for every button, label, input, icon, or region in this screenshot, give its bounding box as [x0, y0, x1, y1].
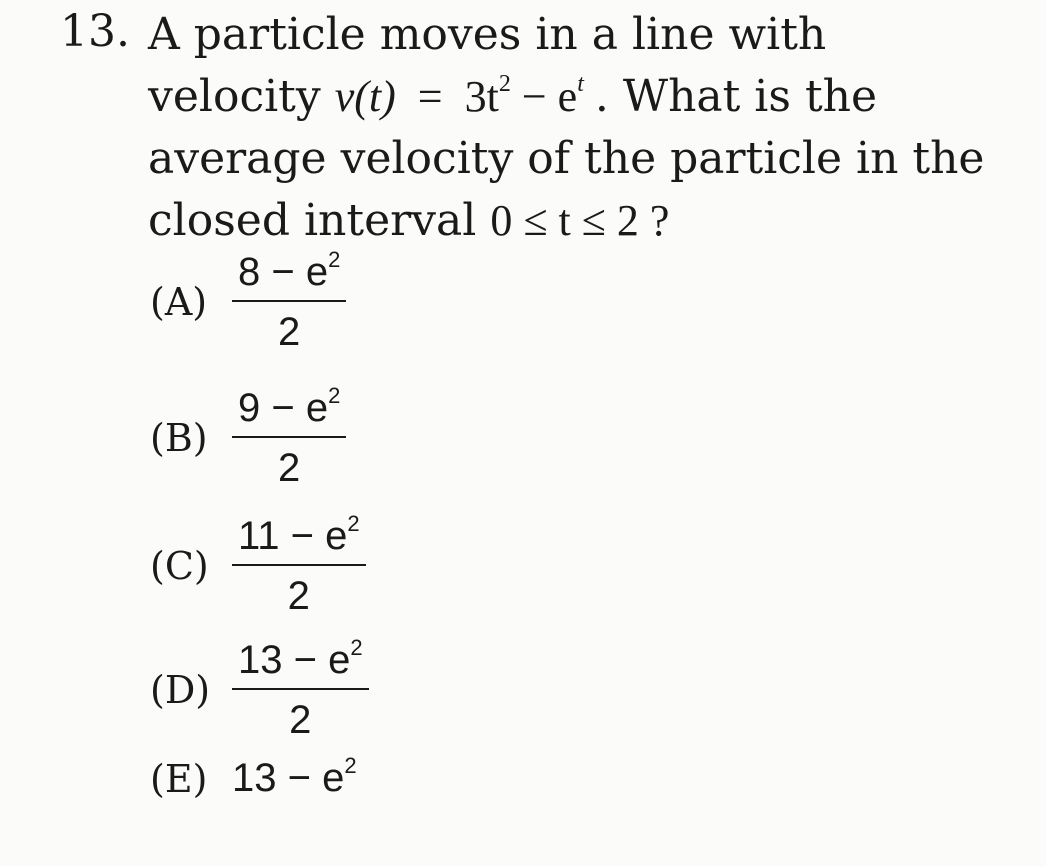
stem-line-1: A particle moves in a line with	[148, 9, 827, 60]
stem-line-4	[148, 190, 1028, 252]
v-of-t: v(t)	[334, 72, 396, 121]
stem-line-3: average velocity of the particle in the	[148, 133, 985, 184]
choice-a-denominator: 2	[278, 310, 301, 354]
choice-a-letter: (A)	[150, 280, 208, 324]
choice-d-numerator: $13 - e^2$	[232, 636, 369, 690]
minus-sign: −	[521, 72, 547, 121]
choice-a[interactable]	[150, 248, 346, 356]
choice-c[interactable]	[150, 512, 366, 620]
choice-d-letter: (D)	[150, 668, 211, 712]
interval-expression: 0 ≤ t ≤ 2 ?	[490, 196, 670, 245]
choice-b[interactable]	[150, 384, 346, 492]
choice-b-letter: (B)	[150, 416, 208, 460]
term1: $3t^2$	[464, 71, 511, 121]
question-stem	[148, 4, 1028, 252]
choice-e-letter: (E)	[150, 756, 208, 801]
velocity-word: velocity	[148, 71, 321, 122]
stem-line-2	[148, 66, 1028, 128]
velocity-equation	[335, 72, 595, 121]
choice-d-fraction	[232, 636, 369, 744]
choice-a-fraction	[232, 248, 346, 356]
stem-line-2-suffix: . What is the	[594, 71, 878, 122]
choice-a-numerator: $8 - e^2$	[232, 248, 346, 302]
closed-interval-label: closed interval	[148, 195, 477, 246]
choice-d[interactable]	[150, 636, 369, 744]
choice-c-denominator: 2	[287, 574, 310, 618]
choice-e[interactable]	[150, 753, 357, 801]
term2: $e^t$	[557, 71, 584, 121]
choice-d-denominator: 2	[289, 698, 312, 742]
equals-sign: =	[417, 72, 443, 121]
choice-c-fraction	[232, 512, 366, 620]
choice-c-letter: (C)	[150, 544, 209, 588]
choice-c-numerator: $11 - e^2$	[232, 512, 366, 566]
choice-e-expression: $13 - e^2$	[232, 753, 357, 800]
question-number: 13.	[60, 6, 130, 57]
choice-b-numerator: $9 - e^2$	[232, 384, 346, 438]
choice-b-denominator: 2	[278, 446, 301, 490]
choice-b-fraction	[232, 384, 346, 492]
